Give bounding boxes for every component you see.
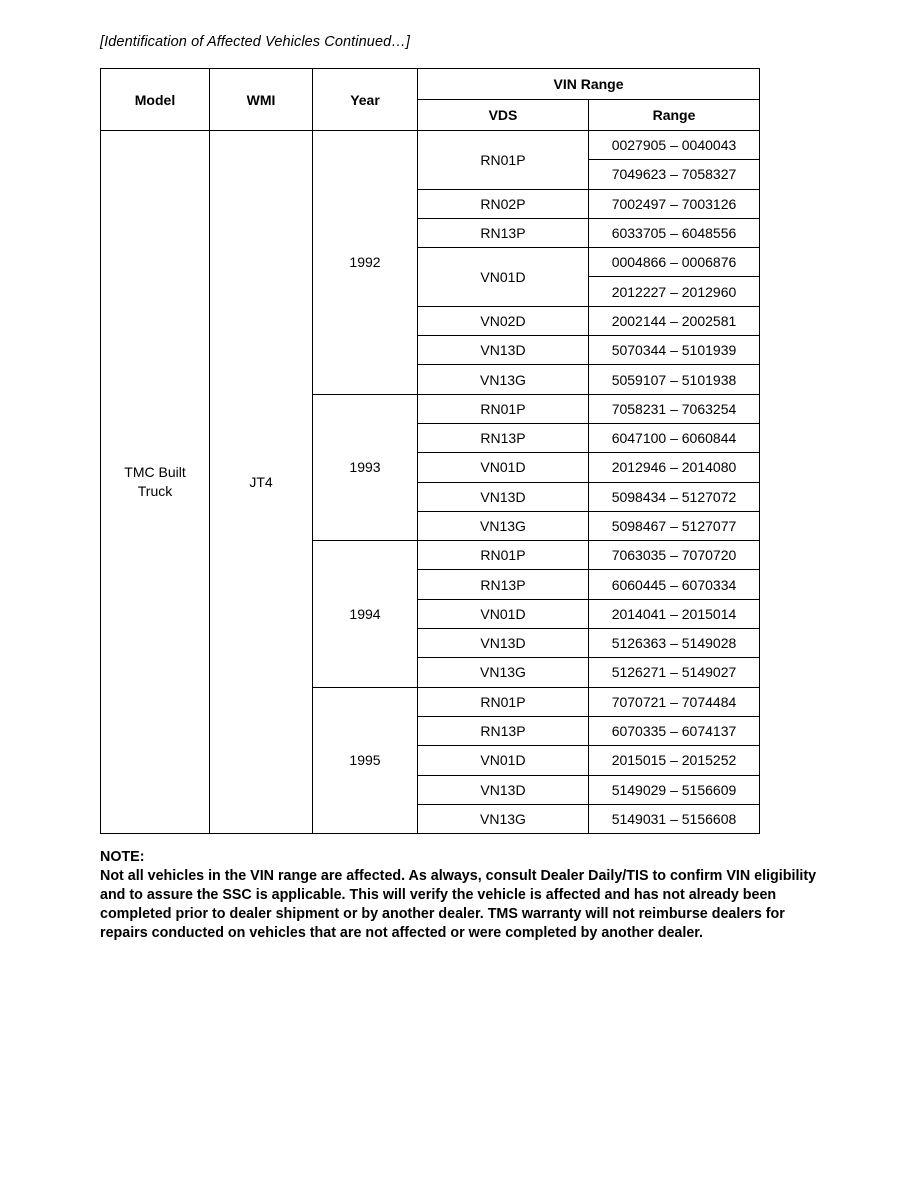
- cell-vds: VN01D: [418, 453, 589, 482]
- cell-range: 2015015 – 2015252: [589, 746, 760, 775]
- cell-vds: RN01P: [418, 687, 589, 716]
- cell-range: 7049623 – 7058327: [589, 160, 760, 189]
- table-header-row-1: [101, 69, 760, 100]
- note-title: NOTE:: [100, 849, 145, 866]
- table-head: [101, 69, 760, 131]
- cell-range: 2002144 – 2002581: [589, 306, 760, 335]
- cell-vds: RN13P: [418, 570, 589, 599]
- cell-vds: VN13G: [418, 511, 589, 540]
- column-header-model: Model: [101, 69, 210, 131]
- cell-vds: VN13D: [418, 482, 589, 511]
- cell-vds: RN02P: [418, 189, 589, 218]
- column-header-wmi: WMI: [210, 69, 313, 131]
- cell-vds: VN13G: [418, 804, 589, 833]
- cell-vds: VN13G: [418, 365, 589, 394]
- cell-vds: RN01P: [418, 394, 589, 423]
- cell-vds: VN13G: [418, 658, 589, 687]
- cell-range: 7070721 – 7074484: [589, 687, 760, 716]
- cell-vds: RN13P: [418, 716, 589, 745]
- table-body: [101, 131, 760, 834]
- cell-vds: RN13P: [418, 218, 589, 247]
- cell-year-1995: 1995: [313, 687, 418, 833]
- cell-range: 7058231 – 7063254: [589, 394, 760, 423]
- cell-vds: VN13D: [418, 775, 589, 804]
- cell-range: 5149031 – 5156608: [589, 804, 760, 833]
- cell-vds: VN01D: [418, 746, 589, 775]
- model-line-1: TMC Built: [124, 464, 186, 481]
- cell-range: 6047100 – 6060844: [589, 423, 760, 452]
- cell-range: 5059107 – 5101938: [589, 365, 760, 394]
- cell-range: 0027905 – 0040043: [589, 131, 760, 160]
- cell-vds: RN01P: [418, 541, 589, 570]
- cell-range: 5126363 – 5149028: [589, 629, 760, 658]
- cell-range: 5070344 – 5101939: [589, 336, 760, 365]
- cell-year-1994: 1994: [313, 541, 418, 687]
- column-header-vin-range: VIN Range: [418, 69, 760, 100]
- cell-model: [101, 131, 210, 834]
- cell-range: 7063035 – 7070720: [589, 541, 760, 570]
- model-line-2: Truck: [137, 483, 173, 500]
- note-body: Not all vehicles in the VIN range are affected. As always, consult Dealer Daily/TIS to confirm VIN eligibility and to assure the SSC is applicable. This will verify the vehicle is affected and has not already been completed prior to dealer shipment or by another dealer. TMS warranty will not reimburse dealers for repairs conducted on vehicles that are not affected or were completed by another dealer.: [100, 868, 817, 942]
- cell-range: 6033705 – 6048556: [589, 218, 760, 247]
- table-row: [101, 131, 760, 160]
- cell-range: 2014041 – 2015014: [589, 599, 760, 628]
- column-header-vds: VDS: [418, 100, 589, 131]
- affected-vehicles-table: [100, 68, 760, 834]
- column-header-range: Range: [589, 100, 760, 131]
- cell-range: 5098434 – 5127072: [589, 482, 760, 511]
- cell-vds: VN13D: [418, 629, 589, 658]
- cell-vds: RN13P: [418, 423, 589, 452]
- cell-vds: RN01P: [418, 131, 589, 190]
- cell-range: 6060445 – 6070334: [589, 570, 760, 599]
- cell-range: 5098467 – 5127077: [589, 511, 760, 540]
- column-header-year: Year: [313, 69, 418, 131]
- cell-range: 2012946 – 2014080: [589, 453, 760, 482]
- cell-vds: VN13D: [418, 336, 589, 365]
- continuation-header: [Identification of Affected Vehicles Continued…]: [100, 34, 411, 50]
- cell-vds: VN01D: [418, 599, 589, 628]
- cell-range: 5149029 – 5156609: [589, 775, 760, 804]
- cell-vds: VN02D: [418, 306, 589, 335]
- cell-wmi: JT4: [210, 131, 313, 834]
- note-block: [100, 848, 822, 943]
- cell-range: 5126271 – 5149027: [589, 658, 760, 687]
- cell-range: 0004866 – 0006876: [589, 248, 760, 277]
- cell-range: 6070335 – 6074137: [589, 716, 760, 745]
- cell-range: 2012227 – 2012960: [589, 277, 760, 306]
- cell-year-1992: 1992: [313, 131, 418, 395]
- cell-vds: VN01D: [418, 248, 589, 307]
- cell-range: 7002497 – 7003126: [589, 189, 760, 218]
- cell-year-1993: 1993: [313, 394, 418, 540]
